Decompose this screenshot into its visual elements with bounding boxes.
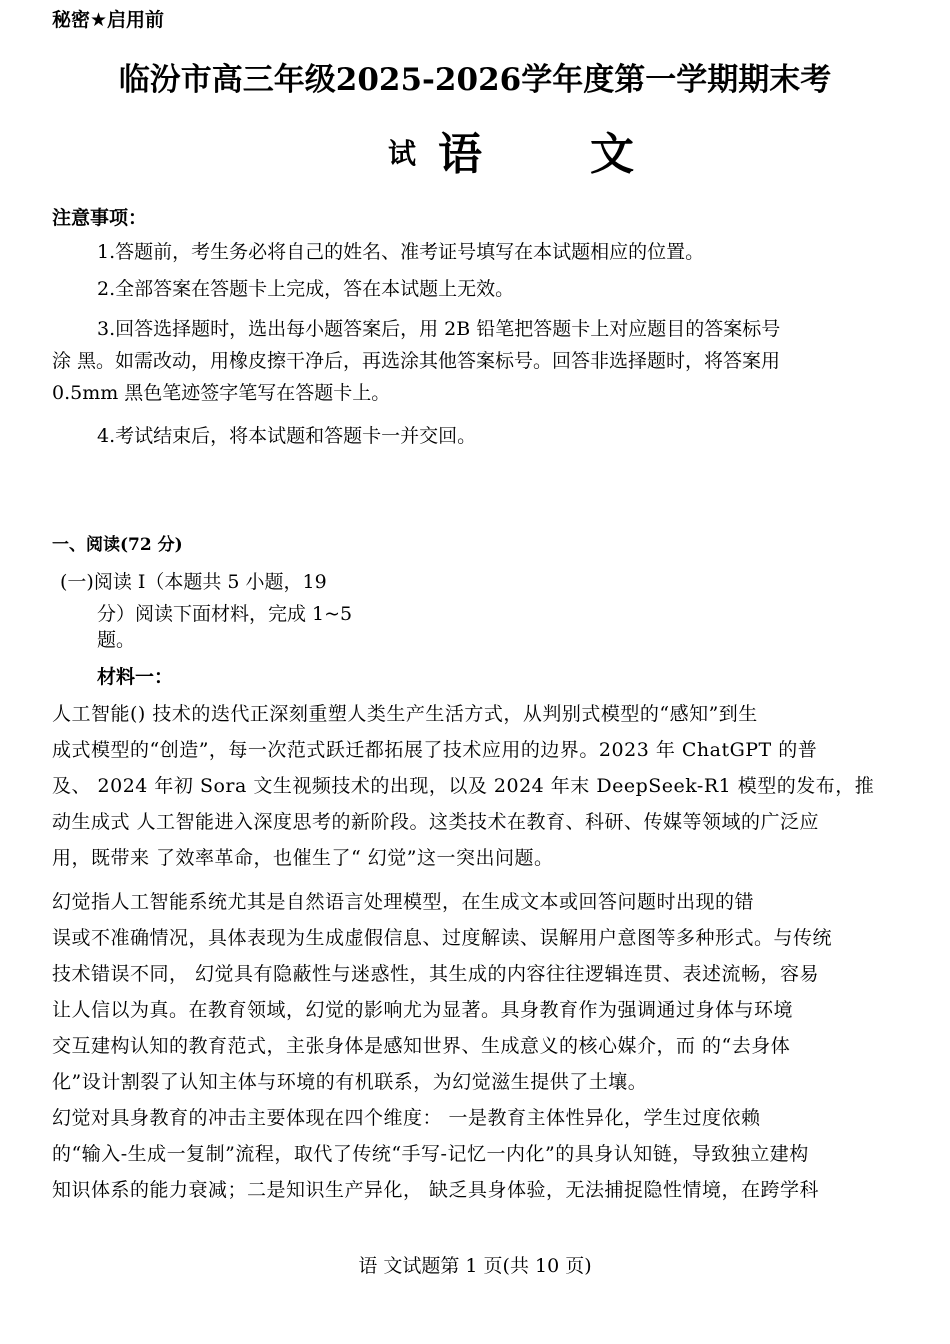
subtitle-wen: 文 [590,129,634,180]
subsection-line-3: 题。 [97,629,136,651]
subsection-line-1: (一)阅读 I（本题共 5 小题，19 [60,571,327,593]
paragraph-3 [52,1100,920,1208]
paragraph-line: 技术错误不同， 幻觉具有隐蔽性与迷惑性，其生成的内容往往逻辑连贯、表述流畅，容易 [52,963,820,985]
paragraph-line: 人工智能() 技术的迭代正深刻重塑人类生产生活方式，从判别式模型的“感知”到生 [52,703,758,725]
subtitle-shi: 试 [388,137,417,170]
page-footer: 语 文试题第 1 页(共 10 页) [358,1255,592,1277]
paragraph-2 [52,884,920,1100]
notice-item-3-line-3: 0.5mm 黑色笔迹签字笔写在答题卡上。 [52,382,391,404]
section-heading: 一、阅读(72 分) [52,535,183,555]
paragraph-line: 用，既带来 了效率革命，也催生了“ 幻觉”这一突出问题。 [52,847,554,869]
paragraph-line: 误或不准确情况，具体表现为生成虚假信息、过度解读、误解用户意图等多种形式。与传统 [52,927,833,949]
notice-item-3-line-2: 涂 黑。如需改动，用橡皮擦干净后，再选涂其他答案标号。回答非选择题时，将答案用 [52,350,781,372]
notice-item-1: 1.答题前，考生务必将自己的姓名、准考证号填写在本试题相应的位置。 [97,241,705,263]
paragraph-line: 幻觉对具身教育的冲击主要体现在四个维度： 一是教育主体性异化，学生过度依赖 [52,1107,761,1129]
paragraph-line: 幻觉指人工智能系统尤其是自然语言处理模型，在生成文本或回答问题时出现的错 [52,891,755,913]
material-heading: 材料一： [97,666,174,688]
confidential-mark: 秘密★启用前 [52,9,165,31]
subsection-line-2: 分）阅读下面材料，完成 1~5 [97,603,353,625]
notice-item-2: 2.全部答案在答题卡上完成，答在本试题上无效。 [97,278,515,300]
paragraph-line: 的“输入-生成一复制”流程，取代了传统“手写-记忆一内化”的具身认知链，导致独立建构 [52,1143,809,1165]
notice-item-3-line-1: 3.回答选择题时，选出每小题答案后，用 2B 铅笔把答题卡上对应题目的答案标号 [97,318,781,340]
paragraph-1 [52,696,920,876]
subtitle-yu: 语 [438,129,482,180]
paragraph-line: 动生成式 人工智能进入深度思考的新阶段。这类技术在教育、科研、传媒等领域的广泛应 [52,811,820,833]
paragraph-line: 及、 2024 年初 Sora 文生视频技术的出现，以及 2024 年末 DeepSeek-R1 模型的发布，推 [52,775,875,797]
paragraph-line: 让人信以为真。在教育领域，幻觉的影响尤为显著。具身教育作为强调通过身体与环境 [52,999,794,1021]
exam-title: 临汾市高三年级2025-2026学年度第一学期期末考 [118,62,832,98]
notice-heading: 注意事项： [52,207,148,229]
paragraph-line: 化”设计割裂了认知主体与环境的有机联系，为幻觉滋生提供了土壤。 [52,1071,648,1093]
paragraph-line: 成式模型的“创造”，每一次范式跃迁都拓展了技术应用的边界。2023 年 ChatGPT 的普 [52,739,818,761]
paragraph-line: 交互建构认知的教育范式，主张身体是感知世界、生成意义的核心媒介，而 的“去身体 [52,1035,791,1057]
paragraph-line: 知识体系的能力衰减；二是知识生产异化， 缺乏具身体验，无法捕捉隐性情境，在跨学科 [52,1179,820,1201]
notice-item-4: 4.考试结束后，将本试题和答题卡一并交回。 [97,425,477,447]
